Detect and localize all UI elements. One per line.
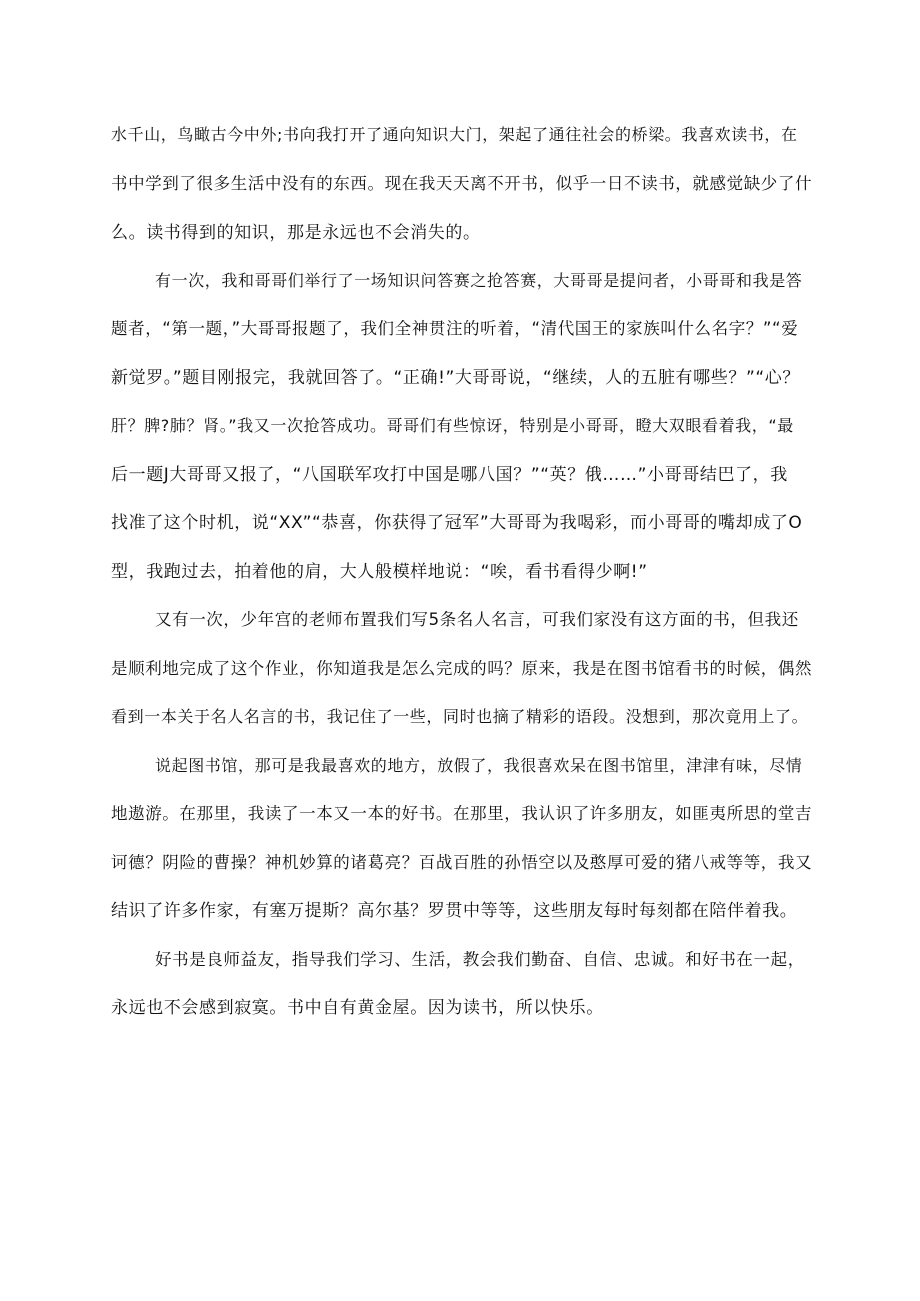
paragraph-first-line: 好书是良师益友，指导我们学习、生活，教会我们勤奋、自信、忠诚。和好书在一起， — [155, 950, 805, 969]
paragraph-first-line: 又有一次，少年宫的老师布置我们写5条名人名言，可我们家没有这方面的书，但我还 — [155, 610, 799, 629]
text-line: 是顺利地完成了这个作业，你知道我是怎么完成的吗？原来，我是在图书馆看书的时候，偶然 — [111, 659, 813, 678]
text-line: 书中学到了很多生活中没有的东西。现在我天天离不开书，似乎一日不读书，就感觉缺少了什 — [111, 174, 813, 193]
paragraph-first-line: 有一次，我和哥哥们举行了一场知识问答赛之抢答赛，大哥哥是提问者，小哥哥和我是答 — [155, 271, 803, 290]
text-line: 型，我跑过去，拍着他的肩，大人般模样地说：“唉，看书看得少啊!” — [111, 562, 648, 582]
text-line: 找准了这个时机，说“XX”“恭喜，你获得了冠军”大哥哥为我喝彩，而小哥哥的嘴却成了O — [111, 513, 803, 533]
text-line: 看到一本关于名人名言的书，我记住了一些，同时也摘了精彩的语段。没想到，那次竟用上了。 — [111, 707, 809, 726]
text-line: 诃德？阴险的曹操？神机妙算的诸葛亮？百战百胜的孙悟空以及憨厚可爱的猪八戒等等，我又 — [111, 853, 813, 872]
text-line: 永远也不会感到寂寞。书中自有黄金屋。因为读书，所以快乐。 — [111, 998, 604, 1018]
text-line: 地遨游。在那里，我读了一本又一本的好书。在那里，我认识了许多朋友，如匪夷所思的堂吉 — [111, 804, 813, 823]
text-line: 水千山，鸟瞰古今中外;书向我打开了通向知识大门，架起了通往社会的桥梁。我喜欢读书，在 — [111, 125, 798, 144]
text-line: 新觉罗。”题目刚报完，我就回答了。“正确!”大哥哥说，“继续，人的五脏有哪些？”“心？ — [111, 368, 800, 388]
text-line: 后一题J大哥哥又报了，“八国联军攻打中国是哪八国？”“英？俄……”小哥哥结巴了，我 — [111, 465, 788, 485]
text-line: 肝？脾?肺？肾。”我又一次抢答成功。哥哥们有些惊讶，特别是小哥哥，瞪大双眼看着我，“最 — [111, 416, 794, 435]
text-line: 么。读书得到的知识，那是永远也不会消失的。 — [111, 223, 481, 243]
text-line: 结识了许多作家，有塞万提斯？高尔基？罗贯中等等，这些朋友每时每刻都在陪伴着我。 — [111, 901, 798, 921]
paragraph-first-line: 说起图书馆，那可是我最喜欢的地方，放假了，我很喜欢呆在图书馆里，津津有味，尽情 — [155, 756, 803, 775]
text-line: 题者，“第一题，”大哥哥报题了，我们全神贯注的听着，“清代国王的家族叫什么名字？”“爱 — [111, 319, 799, 338]
